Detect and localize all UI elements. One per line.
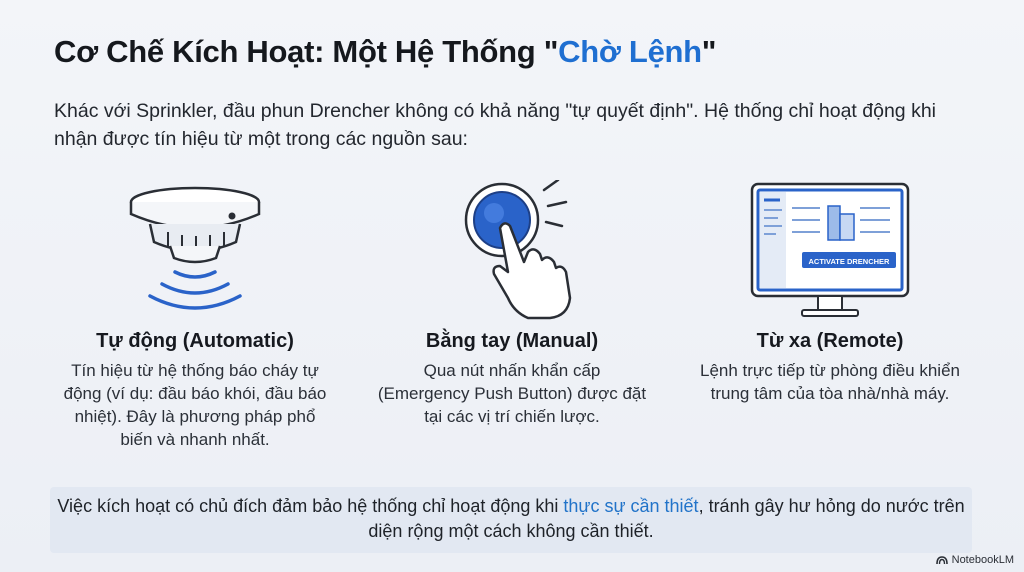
- card-title: Bằng tay (Manual): [425, 330, 599, 352]
- card-description: Tín hiệu từ hệ thống báo cháy tự động (ví dụ: đầu báo khói, đầu báo nhiệt). Đây là phương pháp phổ biến và nhanh nhất.: [63, 361, 327, 449]
- note-highlight: thực sự cần thiết: [563, 496, 699, 516]
- title-prefix: Cơ Chế Kích Hoạt: Một Hệ Thống ": [54, 34, 559, 69]
- intro-text: Khác với Sprinkler, đầu phun Drencher không có khả năng "tự quyết định". Hệ thống chỉ hoạt động khi nhận được tín hiệu từ một trong các nguồn sau:: [54, 100, 936, 150]
- notebooklm-brand: [936, 554, 1014, 566]
- title-highlight: Chờ Lệnh: [558, 34, 702, 69]
- summary-note: [50, 487, 972, 553]
- note-text-before: Việc kích hoạt có chủ đích đảm bảo hệ thống chỉ hoạt động khi: [57, 496, 564, 516]
- smoke-detector-icon: [120, 180, 270, 320]
- activate-drencher-screen-button: ACTIVATE DRENCHER: [808, 257, 890, 266]
- notebooklm-logo-icon: [936, 555, 948, 565]
- push-button-icon: [432, 180, 592, 320]
- monitor-icon: [740, 180, 920, 320]
- card-title: Tự động (Automatic): [96, 330, 294, 352]
- card-manual: [362, 180, 662, 428]
- card-description: Qua nút nhấn khẩn cấp (Emergency Push Button) được đặt tại các vị trí chiến lược.: [377, 361, 647, 426]
- brand-label: NotebookLM: [951, 554, 1014, 566]
- card-description: Lệnh trực tiếp từ phòng điều khiển trung tâm của tòa nhà/nhà máy.: [700, 361, 960, 403]
- card-title: Từ xa (Remote): [756, 330, 904, 352]
- card-automatic: [45, 180, 345, 451]
- slide-title: [54, 34, 716, 70]
- title-suffix: ": [701, 34, 717, 69]
- note-text-after: , tránh gây hư hỏng do nước trên diện rộng một cách không cần thiết.: [368, 496, 965, 541]
- card-remote: [680, 180, 980, 405]
